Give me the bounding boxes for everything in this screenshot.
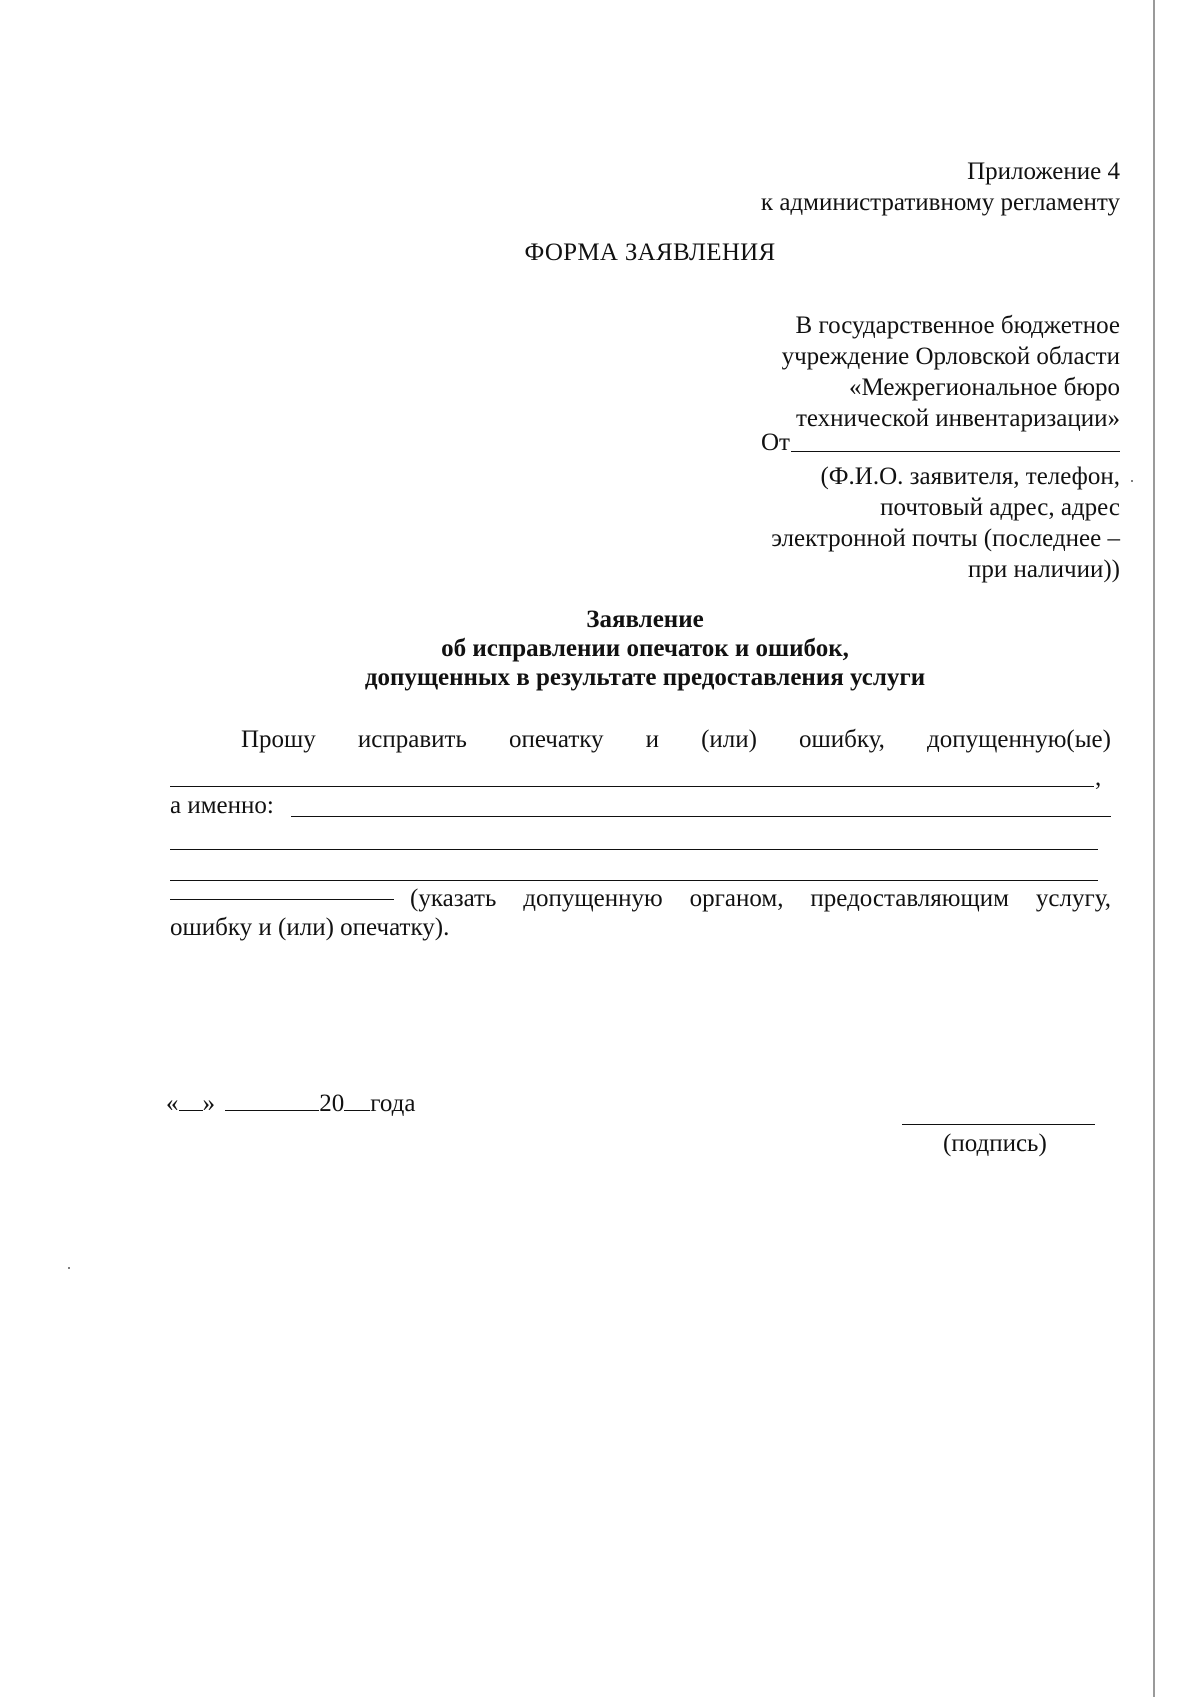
- namely-label: а именно:: [170, 792, 274, 819]
- instruction-word: допущенную: [523, 885, 663, 912]
- date-century: 20: [319, 1090, 345, 1117]
- instruction-word: органом,: [689, 885, 784, 912]
- date-close-quote: »: [202, 1090, 215, 1117]
- date-field: [166, 1088, 415, 1119]
- from-hint-line: электронной почты (последнее –: [771, 525, 1120, 552]
- request-line: [241, 724, 1111, 755]
- date-open-quote: «: [166, 1090, 179, 1117]
- form-title: ФОРМА ЗАЯВЛЕНИЯ: [524, 239, 776, 266]
- request-word: Прошу: [241, 726, 316, 753]
- description-line[interactable]: [170, 880, 1098, 881]
- appendix-reference: к административному регламенту: [760, 189, 1120, 216]
- instruction-word: (указать: [410, 885, 497, 912]
- error-description-line[interactable]: [170, 786, 1094, 787]
- application-subtitle: допущенных в результате предоставления услуги: [364, 664, 926, 691]
- from-underline: [791, 451, 1120, 452]
- request-word: опечатку: [508, 726, 604, 753]
- application-subtitle: об исправлении опечаток и ошибок,: [441, 635, 849, 662]
- from-field[interactable]: [761, 427, 1120, 458]
- line-comma: ,: [1095, 764, 1102, 791]
- application-title: Заявление: [586, 606, 704, 633]
- instruction-line: [410, 883, 1111, 914]
- addressee-line: технической инвентаризации»: [795, 405, 1120, 432]
- request-word: и: [645, 726, 659, 753]
- addressee-line: учреждение Орловской области: [781, 343, 1120, 370]
- year-blank[interactable]: [344, 1109, 370, 1111]
- signature-label: (подпись): [943, 1130, 1047, 1157]
- addressee-line: «Межрегиональное бюро: [849, 374, 1120, 401]
- request-word: (или): [701, 726, 757, 753]
- appendix-number: Приложение 4: [967, 158, 1120, 185]
- request-word: ошибку,: [799, 726, 885, 753]
- request-word: исправить: [357, 726, 467, 753]
- namely-input-line[interactable]: [291, 816, 1111, 817]
- instruction-word: предоставляющим: [810, 885, 1009, 912]
- from-hint-line: при наличии)): [967, 556, 1120, 583]
- signature-line[interactable]: [902, 1124, 1095, 1125]
- scan-speck: [1131, 480, 1133, 482]
- short-input-line[interactable]: [170, 899, 394, 900]
- addressee-line: В государственное бюджетное: [795, 312, 1120, 339]
- request-word: допущенную(ые): [927, 726, 1111, 753]
- description-line[interactable]: [170, 849, 1098, 850]
- from-hint-line: почтовый адрес, адрес: [880, 494, 1120, 521]
- month-blank[interactable]: [225, 1109, 319, 1111]
- from-label: От: [761, 429, 790, 456]
- day-blank[interactable]: [179, 1109, 203, 1111]
- instruction-word: услугу,: [1035, 885, 1111, 912]
- from-hint-line: (Ф.И.О. заявителя, телефон,: [820, 463, 1120, 490]
- date-suffix: года: [370, 1090, 416, 1117]
- scan-speck: [68, 1267, 70, 1269]
- instruction-tail: ошибку и (или) опечатку).: [170, 914, 450, 941]
